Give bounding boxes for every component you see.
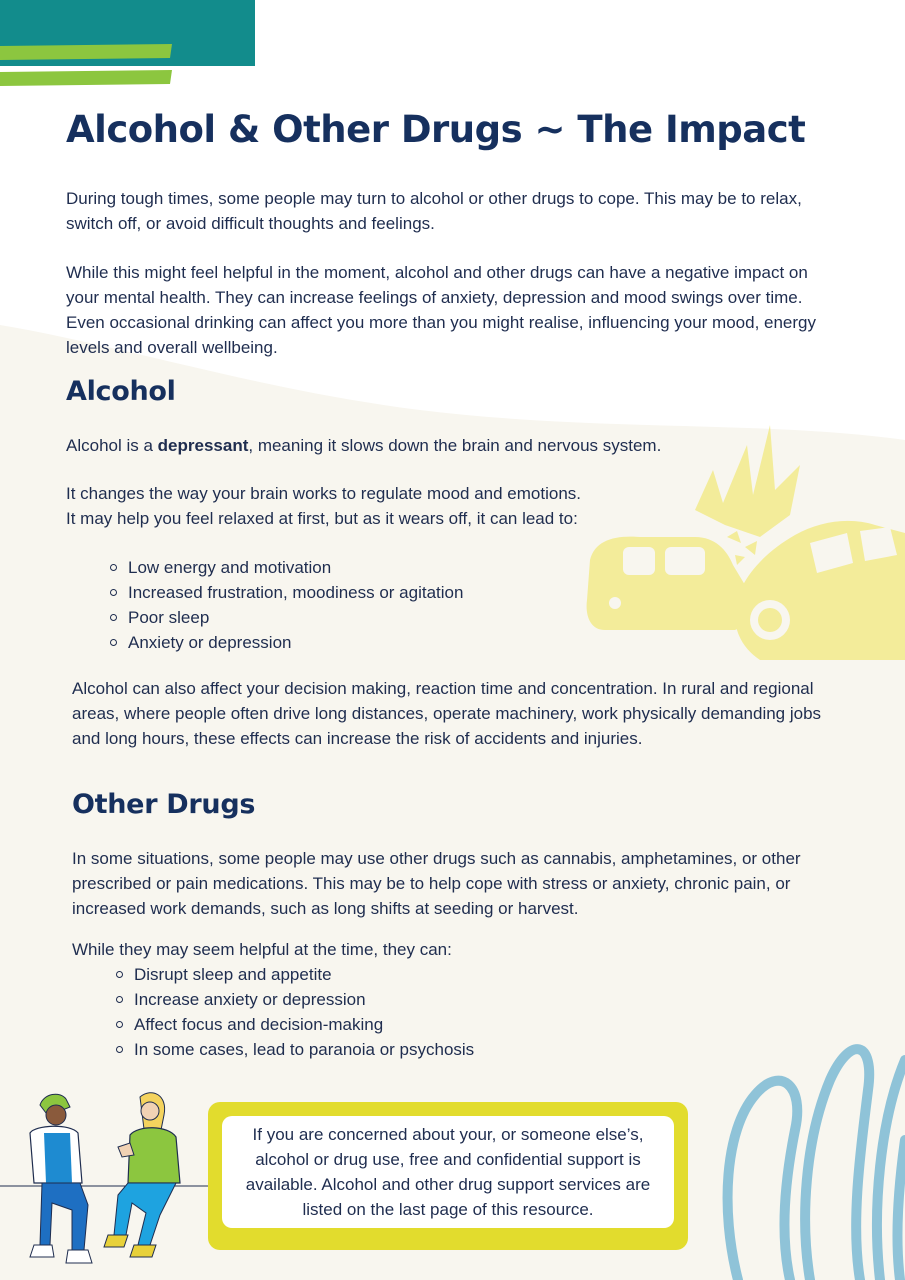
other-drugs-heading: Other Drugs — [72, 789, 256, 820]
other-drugs-paragraph-1: In some situations, some people may use other drugs such as cannabis, amphetamines, or other prescribed or pain medications. This may be to help cope with stress or anxiety, chronic pain, or increased work demands, such as long shifts at seeding or harvest. — [72, 849, 801, 918]
alcohol-paragraph-2: It changes the way your brain works to regulate mood and emotions. It may help you feel relaxed at first, but as it wears off, it can lead to: — [66, 484, 582, 528]
alcohol-heading: Alcohol — [66, 376, 176, 407]
list-item: In some cases, lead to paranoia or psychosis — [114, 1037, 584, 1062]
alcohol-paragraph-3: Alcohol can also affect your decision making, reaction time and concentration. In rural and regional areas, where people often drive long distances, operate machinery, work physically demanding jobs and long hours, these effects can increase the risk of accidents and injuries. — [72, 679, 822, 748]
other-drugs-paragraph-2: While they may seem helpful at the time, they can: — [72, 940, 452, 959]
support-callout-text: If you are concerned about your, or someone else’s, alcohol or drug use, free and confidential support is available. Alcohol and other drug support services are listed on the last page of this resource. — [245, 1125, 651, 1219]
alcohol-p1-after: , meaning it slows down the brain and nervous system. — [248, 436, 662, 455]
list-item: Poor sleep — [108, 605, 578, 630]
list-item: Affect focus and decision-making — [114, 1012, 584, 1037]
support-callout-inner — [222, 1116, 674, 1228]
page-title: Alcohol & Other Drugs ~ The Impact — [66, 108, 806, 151]
depressant-term: depressant — [157, 436, 249, 455]
support-callout-box — [208, 1102, 688, 1250]
list-item: Anxiety or depression — [108, 630, 578, 655]
alcohol-effects-list — [108, 555, 578, 655]
list-item: Increase anxiety or depression — [114, 987, 584, 1012]
list-item: Low energy and motivation — [108, 555, 578, 580]
intro-paragraph-2: While this might feel helpful in the moment, alcohol and other drugs can have a negative impact on your mental health. They can increase feelings of anxiety, depression and mood swings over time. Even occasional drinking can affect you more than you might realise, influencing your mood, energy levels and overall wellbeing. — [66, 263, 817, 357]
people-talking-illustration — [0, 1085, 215, 1270]
intro-paragraph-1: During tough times, some people may turn to alcohol or other drugs to cope. This may be to relax, switch off, or avoid difficult thoughts and feelings. — [66, 189, 802, 233]
list-item: Disrupt sleep and appetite — [114, 962, 584, 987]
alcohol-p1-before: Alcohol is a — [66, 436, 158, 455]
other-drugs-effects-list — [114, 962, 584, 1062]
list-item: Increased frustration, moodiness or agitation — [108, 580, 578, 605]
alcohol-paragraph-1 — [66, 433, 841, 458]
